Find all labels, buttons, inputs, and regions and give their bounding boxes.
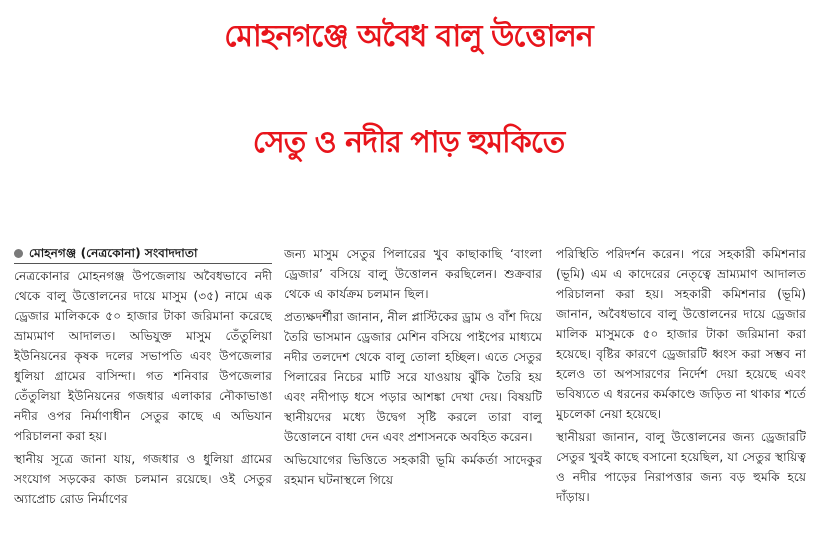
headline-line-1: মোহনগঞ্জে অবৈধ বালু উত্তোলন (224, 19, 593, 54)
bullet-icon (14, 249, 23, 258)
paragraph: স্থানীয় সূত্রে জানা যায়, গজধার ও ধুলিয়া গ্রামের সংযোগ সড়কের কাজ চলমান রয়েছে। ওই সেতুর অ্যাপ্রোচ রোড নির্মাণের (14, 452, 272, 506)
paragraph: অভিযোগের ভিত্তিতে সহকারী ভূমি কর্মকর্তা সাদেকুর রহমান ঘটনাস্থলে গিয়ে (284, 453, 542, 487)
paragraph: পরিস্থিতি পরিদর্শন করেন। পরে সহকারী কমিশনার (ভূমি) এম এ কাদেরের নেতৃত্বে ভ্রাম্যমাণ আদালত পরিচালনা করা হয়। সহকারী কমিশনার (ভূমি) জানান, অবৈধভাবে বালু উত্তোলনের দায়ে ড্রেজার মালিক মাসুমকে ৫০ হাজার টাকা জরিমানা করা হয়েছে। বৃষ্টির কারণে ড্রেজারটি ধ্বংস করা সম্ভব না হলেও তা অপসারণের নির্দেশ দেয়া হয়েছে এবং ভবিষ্যতে এ ধরনের কর্মকাণ্ডে জড়িত না থাকার শর্তে মুচলেকা নেয়া হয়েছে। (556, 247, 806, 421)
paragraph: স্থানীয়রা জানান, বালু উত্তোলনের জন্য ড্রেজারটি সেতুর খুবই কাছে বসানো হয়েছিল, যা সেতুর স্থায়িত্ব ও নদীর পাড়ের নিরাপত্তার জন্য বড় হুমকি হয়ে দাঁড়ায়। (556, 430, 806, 504)
article-column-2 (284, 244, 542, 550)
paragraph: জন্য মাসুম সেতুর পিলারের খুব কাছাকাছি ‘বাংলা ড্রেজার’ বসিয়ে বালু উত্তোলন করছিলেন। শুক্রবার থেকে এ কার্যক্রম চলমান ছিল। (284, 247, 542, 301)
headline-line-2: সেতু ও নদীর পাড় হুমকিতে (252, 125, 565, 160)
paragraph: প্রত্যক্ষদর্শীরা জানান, নীল প্লাস্টিকের ড্রাম ও বাঁশ দিয়ে তৈরি ভাসমান ড্রেজার মেশিন বসিয়ে পাইপের মাধ্যমে নদীর তলদেশ থেকে বালু তোলা হচ্ছিল। এতে সেতুর পিলারের নিচের মাটি সরে যাওয়ায় ঝুঁকি তৈরি হয় এবং নদীপাড় ধসে পড়ার আশঙ্কা দেখা দেয়। বিষয়টি স্থানীয়দের মধ্যে উদ্বেগ সৃষ্টি করলে তারা বালু উত্তোলনে বাধা দেন এবং প্রশাসনকে অবহিত করেন। (284, 310, 542, 444)
byline (14, 244, 272, 264)
paragraph: নেত্রকোনার মোহনগঞ্জ উপজেলায় অবৈধভাবে নদী থেকে বালু উত্তোলনের দায়ে মাসুম (৩৫) নামে এক ড্রেজার মালিককে ৫০ হাজার টাকা জরিমানা করেছে ভ্রাম্যমাণ আদালত। অভিযুক্ত মাসুম তেঁতুলিয়া ইউনিয়নের কৃষক দলের সভাপতি এবং উপজেলার ধুলিয়া গ্রামের বাসিন্দা। গত শনিবার উপজেলার তেঁতুলিয়া ইউনিয়নের গজধার এলাকার নৌকাভাঙা নদীর ওপর নির্মাণাধীন সেতুর কাছে এ অভিযান পরিচালনা করা হয়। (14, 269, 272, 443)
byline-text: মোহনগঞ্জ (নেত্রকোনা) সংবাদদাতা (29, 246, 198, 260)
article-column-3 (556, 244, 806, 550)
article-column-1 (14, 244, 272, 550)
